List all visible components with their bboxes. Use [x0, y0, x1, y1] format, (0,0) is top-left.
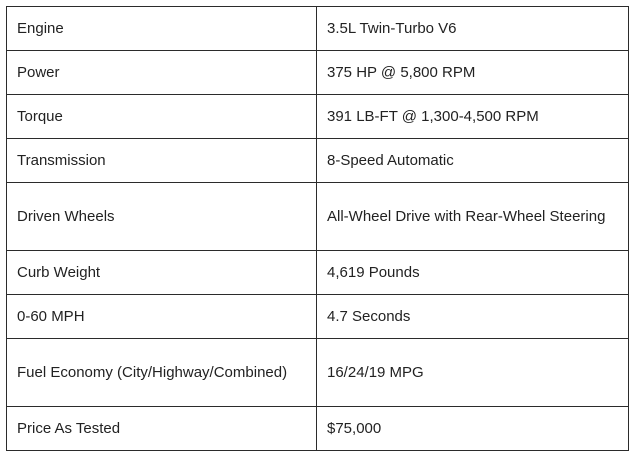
- specs-table: [6, 6, 629, 451]
- table-row: [7, 139, 629, 183]
- spec-label: Driven Wheels: [7, 183, 317, 251]
- table-row: [7, 7, 629, 51]
- spec-value: 3.5L Twin-Turbo V6: [317, 7, 629, 51]
- table-row: [7, 95, 629, 139]
- spec-label: Torque: [7, 95, 317, 139]
- table-row: [7, 295, 629, 339]
- table-row: [7, 183, 629, 251]
- spec-label: Power: [7, 51, 317, 95]
- spec-value: 375 HP @ 5,800 RPM: [317, 51, 629, 95]
- spec-label: 0-60 MPH: [7, 295, 317, 339]
- spec-label: Fuel Economy (City/Highway/Combined): [7, 339, 317, 407]
- spec-label: Curb Weight: [7, 251, 317, 295]
- spec-value: $75,000: [317, 407, 629, 451]
- table-row: [7, 251, 629, 295]
- table-row: [7, 407, 629, 451]
- spec-label: Price As Tested: [7, 407, 317, 451]
- spec-value: 391 LB-FT @ 1,300-4,500 RPM: [317, 95, 629, 139]
- spec-value: All-Wheel Drive with Rear-Wheel Steering: [317, 183, 629, 251]
- spec-value: 4,619 Pounds: [317, 251, 629, 295]
- table-row: [7, 51, 629, 95]
- spec-value: 16/24/19 MPG: [317, 339, 629, 407]
- spec-value: 4.7 Seconds: [317, 295, 629, 339]
- spec-value: 8-Speed Automatic: [317, 139, 629, 183]
- spec-label: Engine: [7, 7, 317, 51]
- table-row: [7, 339, 629, 407]
- spec-label: Transmission: [7, 139, 317, 183]
